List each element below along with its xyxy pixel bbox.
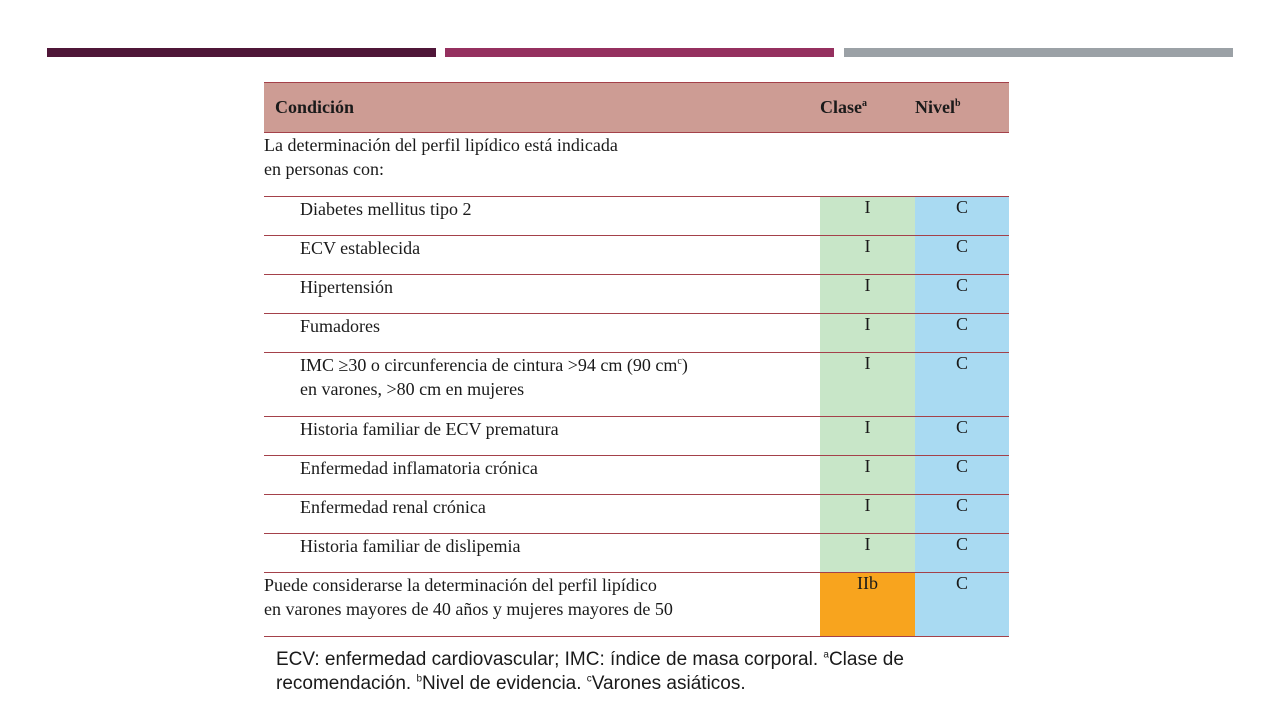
nivel-cell: C xyxy=(915,275,1009,314)
table-row xyxy=(264,495,1009,534)
table-row xyxy=(264,534,1009,573)
condition-cell: Enfermedad renal crónica xyxy=(264,495,820,534)
nivel-cell: C xyxy=(915,314,1009,353)
table-header-row xyxy=(264,83,1009,133)
condition-cell: IMC ≥30 o circunferencia de cintura >94 cm (90 $cm^c$) en varones, >80 cm en mujeres xyxy=(264,353,820,417)
nivel-cell: C xyxy=(915,197,1009,236)
header-condicion: Condición xyxy=(264,83,820,133)
nivel-cell: C xyxy=(915,534,1009,573)
condition-cell: Fumadores xyxy=(264,314,820,353)
decor-bar-2 xyxy=(445,48,834,57)
nivel-cell: C xyxy=(915,456,1009,495)
header-clase: Clase$^a$ xyxy=(820,83,915,133)
decor-bar-1 xyxy=(47,48,436,57)
clase-cell: I xyxy=(820,236,915,275)
condition-cell: Diabetes mellitus tipo 2 xyxy=(264,197,820,236)
clase-cell: IIb xyxy=(820,573,915,637)
nivel-cell: C xyxy=(915,236,1009,275)
table-row xyxy=(264,236,1009,275)
header-nivel: Nivel$^b$ xyxy=(915,83,1009,133)
table-row xyxy=(264,314,1009,353)
intro-text: La determinación del perfil lipídico está indicada en personas con: xyxy=(264,133,820,197)
condition-cell: Historia familiar de dislipemia xyxy=(264,534,820,573)
table-row-intro xyxy=(264,133,1009,197)
nivel-cell: C xyxy=(915,495,1009,534)
condition-cell: Hipertensión xyxy=(264,275,820,314)
table-row xyxy=(264,456,1009,495)
recommendation-table xyxy=(264,82,1009,637)
clase-cell: I xyxy=(820,314,915,353)
clase-cell: I xyxy=(820,456,915,495)
table-row xyxy=(264,353,1009,417)
clase-cell: I xyxy=(820,275,915,314)
clase-cell: I xyxy=(820,353,915,417)
intro-clase-empty xyxy=(820,133,915,197)
intro-nivel-empty xyxy=(915,133,1009,197)
clase-cell: I xyxy=(820,197,915,236)
condition-cell: Historia familiar de ECV prematura xyxy=(264,417,820,456)
clase-cell: I xyxy=(820,495,915,534)
table-row xyxy=(264,417,1009,456)
condition-cell: ECV establecida xyxy=(264,236,820,275)
clase-cell: I xyxy=(820,417,915,456)
table-row xyxy=(264,275,1009,314)
condition-cell: Puede considerarse la determinación del perfil lipídico en varones mayores de 40 años y mujeres mayores de 50 xyxy=(264,573,820,637)
condition-cell: Enfermedad inflamatoria crónica xyxy=(264,456,820,495)
footnote: ECV: enfermedad cardiovascular; IMC: índice de masa corporal. $^a$Clase de recomendación. $^b$Nivel de evidencia. $^c$Varones asiáticos. xyxy=(276,649,904,694)
table-row-last xyxy=(264,573,1009,637)
clase-cell: I xyxy=(820,534,915,573)
nivel-cell: C xyxy=(915,417,1009,456)
nivel-cell: C xyxy=(915,353,1009,417)
decor-bar-3 xyxy=(844,48,1233,57)
table-row xyxy=(264,197,1009,236)
nivel-cell: C xyxy=(915,573,1009,637)
